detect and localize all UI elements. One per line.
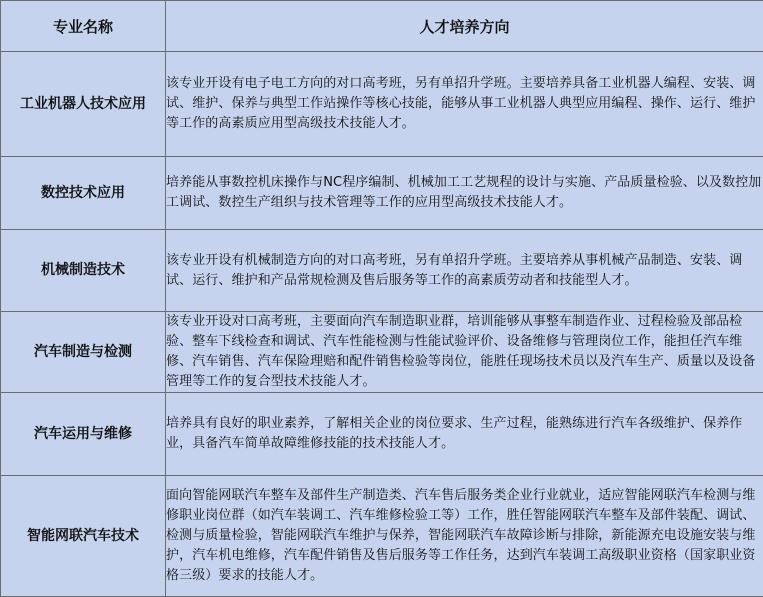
table-row [1, 52, 763, 157]
table-row [1, 157, 763, 230]
major-name-cell: 数控技术应用 [1, 157, 166, 230]
talent-direction-cell: 该专业开设有机械制造方向的对口高考班，另有单招升学班。主要培养从事机械产品制造、安装、调试、运行、维护和产品常规检测及售后服务等工作的高素质劳动者和技能型人才。 [166, 230, 763, 312]
major-name-cell: 汽车运用与维修 [1, 393, 166, 476]
major-name-cell: 机械制造技术 [1, 230, 166, 312]
major-name-cell: 智能网联汽车技术 [1, 476, 166, 597]
major-name-cell: 工业机器人技术应用 [1, 52, 166, 157]
talent-direction-cell: 培养能从事数控机床操作与NC程序编制、机械加工工艺规程的设计与实施、产品质量检验、以及数控加工调试、数控生产组织与技术管理等工作的应用型高级技术技能人才。 [166, 157, 763, 230]
talent-direction-cell: 面向智能网联汽车整车及部件生产制造类、汽车售后服务类企业行业就业，适应智能网联汽车检测与维修职业岗位群（如汽车装调工、汽车维修检验工等）工作，胜任智能网联汽车整车及部件装配、调试、检测与质量检验，智能网联汽车维护与保养，智能网联汽车故障诊断与排除，新能源充电设施安装与维护，汽车机电维修，汽车配件销售及售后服务等工作任务，达到汽车装调工高级职业资格（国家职业资格三级）要求的技能人才。 [166, 476, 763, 597]
talent-direction-cell: 该专业开设对口高考班，主要面向汽车制造职业群，培训能够从事整车制造作业、过程检验及部品检验、整车下线检查和调试、汽车性能检测与性能试验评价、设备维修与管理岗位工作，能担任汽车维修、汽车销售、汽车保险理赔和配件销售检验等岗位，能胜任现场技术员以及汽车生产、质量以及设备管理等工作的复合型技术技能人才。 [166, 312, 763, 393]
talent-direction-cell: 该专业开设有电子电工方向的对口高考班，另有单招升学班。主要培养具备工业机器人编程、安装、调试、维护、保养与典型工作站操作等核心技能，能够从事工业机器人典型应用编程、操作、运行、维护等工作的高素质应用型高级技术技能人才。 [166, 52, 763, 157]
table-row [1, 312, 763, 393]
header-major-name: 专业名称 [1, 1, 166, 52]
header-talent-direction: 人才培养方向 [166, 1, 763, 52]
talent-direction-cell: 培养具有良好的职业素养，了解相关企业的岗位要求、生产过程，能熟练进行汽车各级维护、保养作业，具备汽车简单故障维修技能的技术技能人才。 [166, 393, 763, 476]
table-row [1, 393, 763, 476]
table-row [1, 230, 763, 312]
table-row [1, 476, 763, 597]
major-name-cell: 汽车制造与检测 [1, 312, 166, 393]
table-header-row [1, 1, 763, 52]
